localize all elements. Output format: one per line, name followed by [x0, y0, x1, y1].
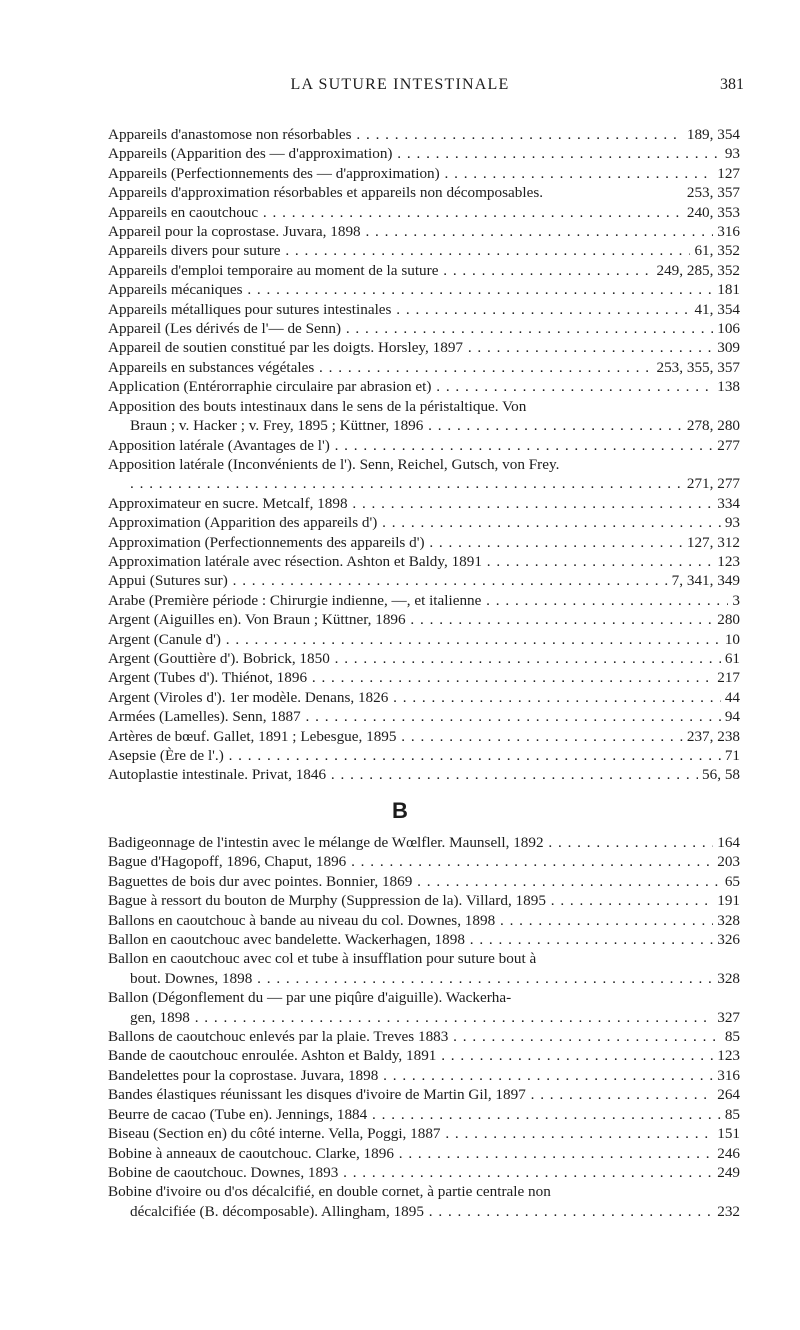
entry-text: Approximation latérale avec résection. Ashton et Baldy, 1891 . . .: [108, 553, 740, 570]
index-entry: [108, 1008, 740, 1027]
entry-text: Appareils divers pour suture . . .: [108, 242, 740, 259]
entry-pages: 328: [713, 969, 740, 988]
entry-text: Armées (Lamelles). Senn, 1887 . . .: [108, 708, 740, 725]
entry-pages: 334: [713, 494, 740, 513]
entry-pages: 328: [713, 911, 740, 930]
entry-pages: 189, 354: [683, 125, 740, 144]
index-entry: [108, 358, 740, 377]
entry-pages: 280: [713, 610, 740, 629]
entry-pages: 232: [713, 1202, 740, 1221]
entry-text: Application (Entérorraphie circulaire par abrasion et) . . .: [108, 378, 740, 395]
entry-pages: 123: [713, 1046, 740, 1065]
index-entry: [108, 513, 740, 532]
index-entry: [108, 891, 740, 910]
index-entry: [108, 144, 740, 163]
index-entry: [108, 833, 740, 852]
entry-text: Ballons de caoutchouc enlevés par la plaie. Treves 1883 . . .: [108, 1028, 740, 1045]
entry-pages: 240, 353: [683, 203, 740, 222]
entry-text: Appareils d'emploi temporaire au moment de la suture . . .: [108, 262, 740, 279]
entry-pages: 7, 341, 349: [668, 571, 740, 590]
entry-pages: 217: [713, 668, 740, 687]
entry-text: Bandelettes pour la coprostase. Juvara, 1898 . . .: [108, 1067, 740, 1084]
index-entry: [108, 1085, 740, 1104]
index-entry: [108, 610, 740, 629]
index-entry: [108, 949, 740, 968]
index-entry: [108, 1046, 740, 1065]
index-entry: [108, 1163, 740, 1182]
entry-pages: 237, 238: [683, 727, 740, 746]
index-entry: [108, 377, 740, 396]
entry-text: Appareils en substances végétales . . .: [108, 359, 740, 376]
entry-text: Ballon en caoutchouc avec bandelette. Wackerhagen, 1898 . . .: [108, 931, 740, 948]
index-entry: [108, 183, 740, 202]
index-entry: [108, 571, 740, 590]
entry-text: Bobine à anneaux de caoutchouc. Clarke, 1896 . . .: [108, 1145, 740, 1162]
index-entry: [108, 416, 740, 435]
entry-pages: 106: [713, 319, 740, 338]
entry-text: Arabe (Première période : Chirurgie indienne, —, et italienne . . .: [108, 592, 740, 609]
entry-text: Bobine de caoutchouc. Downes, 1893 . . .: [108, 1164, 740, 1181]
entry-pages: 127: [713, 164, 740, 183]
entry-pages: 277: [713, 436, 740, 455]
entry-pages: 191: [713, 891, 740, 910]
index-entry: [108, 765, 740, 784]
entry-pages: 61: [721, 649, 740, 668]
entry-text: Argent (Tubes d'). Thiénot, 1896 . . .: [108, 669, 740, 686]
entry-text: Bague à ressort du bouton de Murphy (Suppression de la). Villard, 1895 . . .: [108, 892, 740, 909]
entry-text: gen, 1898 . . .: [130, 1009, 740, 1026]
index-entry: [108, 707, 740, 726]
index-entry: [108, 397, 740, 416]
index-entry: [108, 746, 740, 765]
index-entry: [108, 164, 740, 183]
entry-text: Ballon en caoutchouc avec col et tube à insufflation pour suture bout à: [108, 950, 537, 968]
index-entry: [108, 1124, 740, 1143]
entry-pages: 93: [721, 513, 740, 532]
running-title: LA SUTURE INTESTINALE: [290, 76, 510, 93]
entry-text: [130, 475, 682, 492]
section-letter-b: B: [392, 798, 408, 823]
entry-pages: 203: [713, 852, 740, 871]
index-entry: [108, 668, 740, 687]
entry-text: Bande de caoutchouc enroulée. Ashton et Baldy, 1891 . . .: [108, 1047, 740, 1064]
entry-pages: 123: [713, 552, 740, 571]
entry-pages: 316: [713, 1066, 740, 1085]
index-entry: [108, 474, 740, 493]
entry-pages: 56, 58: [698, 765, 740, 784]
entry-text: Appareils métalliques pour sutures intestinales . . .: [108, 301, 740, 318]
page-number: 381: [720, 76, 744, 93]
entry-pages: 10: [721, 630, 740, 649]
entry-text: Apposition latérale (Inconvénients de l'). Senn, Reichel, Gutsch, von Frey.: [108, 455, 560, 473]
entry-text: Autoplastie intestinale. Privat, 1846 . . .: [108, 766, 740, 783]
entry-text: Approximation (Apparition des appareils d') . . .: [108, 514, 740, 531]
entry-pages: 327: [713, 1008, 740, 1027]
entry-text: Bandes élastiques réunissant les disques d'ivoire de Martin Gil, 1897 . . .: [108, 1086, 740, 1103]
index-section-a: [108, 125, 740, 785]
index-entry: [108, 125, 740, 144]
entry-pages: 65: [721, 872, 740, 891]
entry-text: Bague d'Hagopoff, 1896, Chaput, 1896 . . .: [108, 853, 740, 870]
index-entry: [108, 494, 740, 513]
entry-pages: 164: [713, 833, 740, 852]
index-entry: [108, 591, 740, 610]
entry-text: Appareil (Les dérivés de l'— de Senn) . . .: [108, 320, 740, 337]
entry-pages: 253, 357: [683, 183, 740, 202]
entry-pages: 249: [713, 1163, 740, 1182]
entry-text: Argent (Viroles d'). 1er modèle. Denans, 1826 . . .: [108, 689, 740, 706]
entry-pages: 151: [713, 1124, 740, 1143]
entry-pages: 249, 285, 352: [652, 261, 740, 280]
index-entry: [108, 988, 740, 1007]
entry-pages: 94: [721, 707, 740, 726]
entry-pages: 3: [728, 591, 740, 610]
entry-pages: 309: [713, 338, 740, 357]
entry-text: Appareil de soutien constitué par les doigts. Horsley, 1897 . . .: [108, 339, 740, 356]
entry-text: Badigeonnage de l'intestin avec le mélange de Wœlfler. Maunsell, 1892 . . .: [108, 834, 740, 851]
entry-text: Appareils (Apparition des — d'approximation) . . .: [108, 145, 740, 162]
entry-text: Argent (Gouttière d'). Bobrick, 1850 . . .: [108, 650, 740, 667]
entry-text: Appui (Sutures sur) . . .: [108, 572, 740, 589]
entry-pages: 71: [721, 746, 740, 765]
index-entry: [108, 436, 740, 455]
entry-text: Argent (Aiguilles en). Von Braun ; Küttner, 1896 . . .: [108, 611, 740, 628]
entry-pages: 127, 312: [683, 533, 740, 552]
entry-pages: 326: [713, 930, 740, 949]
index-entry: [108, 649, 740, 668]
entry-text: Appareils d'approximation résorbables et appareils non décomposables.: [108, 184, 544, 202]
entry-text: Artères de bœuf. Gallet, 1891 ; Lebesgue, 1895 . . .: [108, 728, 740, 745]
entry-text: Biseau (Section en) du côté interne. Vella, Poggi, 1887 . . .: [108, 1125, 740, 1142]
index-entry: [108, 203, 740, 222]
index-section-b: [108, 833, 740, 1221]
entry-text: Appareil pour la coprostase. Juvara, 1898 . . .: [108, 223, 740, 240]
entry-pages: 61, 352: [690, 241, 740, 260]
index-entry: [108, 300, 740, 319]
entry-pages: 271, 277: [683, 474, 740, 493]
entry-text: décalcifiée (B. décomposable). Allingham, 1895 . . .: [130, 1203, 740, 1220]
entry-pages: 41, 354: [690, 300, 740, 319]
index-entry: [108, 261, 740, 280]
entry-text: Apposition des bouts intestinaux dans le sens de la péristaltique. Von: [108, 397, 527, 415]
index-entry: [108, 1027, 740, 1046]
index-entry: [108, 455, 740, 474]
index-entry: [108, 1202, 740, 1221]
running-header: [0, 76, 800, 100]
index-entry: [108, 630, 740, 649]
index-entry: [108, 1182, 740, 1201]
index-entry: [108, 222, 740, 241]
index-entry: [108, 1066, 740, 1085]
index-entry: [108, 338, 740, 357]
entry-text: Ballon (Dégonflement du — par une piqûre d'aiguille). Wackerha-: [108, 989, 512, 1007]
index-entry: [108, 852, 740, 871]
entry-text: Argent (Canule d') . . .: [108, 631, 740, 648]
entry-pages: 316: [713, 222, 740, 241]
index-entry: [108, 930, 740, 949]
index-entry: [108, 969, 740, 988]
entry-pages: 253, 355, 357: [652, 358, 740, 377]
index-entry: [108, 552, 740, 571]
entry-text: Beurre de cacao (Tube en). Jennings, 1884 . . .: [108, 1106, 740, 1123]
index-entry: [108, 1105, 740, 1124]
entry-pages: 278, 280: [683, 416, 740, 435]
entry-pages: 138: [713, 377, 740, 396]
entry-pages: 93: [721, 144, 740, 163]
entry-text: Braun ; v. Hacker ; v. Frey, 1895 ; Küttner, 1896 . . .: [130, 417, 740, 434]
index-entry: [108, 872, 740, 891]
entry-text: Asepsie (Ère de l'.) . . .: [108, 747, 740, 764]
entry-pages: 181: [713, 280, 740, 299]
index-entry: [108, 241, 740, 260]
entry-pages: 264: [713, 1085, 740, 1104]
entry-pages: 85: [721, 1027, 740, 1046]
entry-text: Approximateur en sucre. Metcalf, 1898 . . .: [108, 495, 740, 512]
index-entry: [108, 533, 740, 552]
entry-pages: 85: [721, 1105, 740, 1124]
index-entry: [108, 911, 740, 930]
index-entry: [108, 727, 740, 746]
entry-text: Apposition latérale (Avantages de l') . . .: [108, 437, 740, 454]
index-entry: [108, 1144, 740, 1163]
entry-text: Baguettes de bois dur avec pointes. Bonnier, 1869 . . .: [108, 873, 740, 890]
entry-text: bout. Downes, 1898 . . .: [130, 970, 740, 987]
entry-text: Ballons en caoutchouc à bande au niveau du col. Downes, 1898 . . .: [108, 912, 740, 929]
entry-text: Approximation (Perfectionnements des appareils d') . . .: [108, 534, 740, 551]
index-entry: [108, 319, 740, 338]
entry-text: Appareils mécaniques . . .: [108, 281, 740, 298]
entry-text: Appareils en caoutchouc . . .: [108, 204, 740, 221]
entry-text: Appareils d'anastomose non résorbables . . .: [108, 126, 740, 143]
index-entry: [108, 688, 740, 707]
index-entry: [108, 280, 740, 299]
entry-text: Bobine d'ivoire ou d'os décalcifié, en double cornet, à partie centrale non: [108, 1183, 551, 1201]
entry-pages: 246: [713, 1144, 740, 1163]
entry-text: Appareils (Perfectionnements des — d'approximation) . . .: [108, 165, 740, 182]
entry-pages: 44: [721, 688, 740, 707]
